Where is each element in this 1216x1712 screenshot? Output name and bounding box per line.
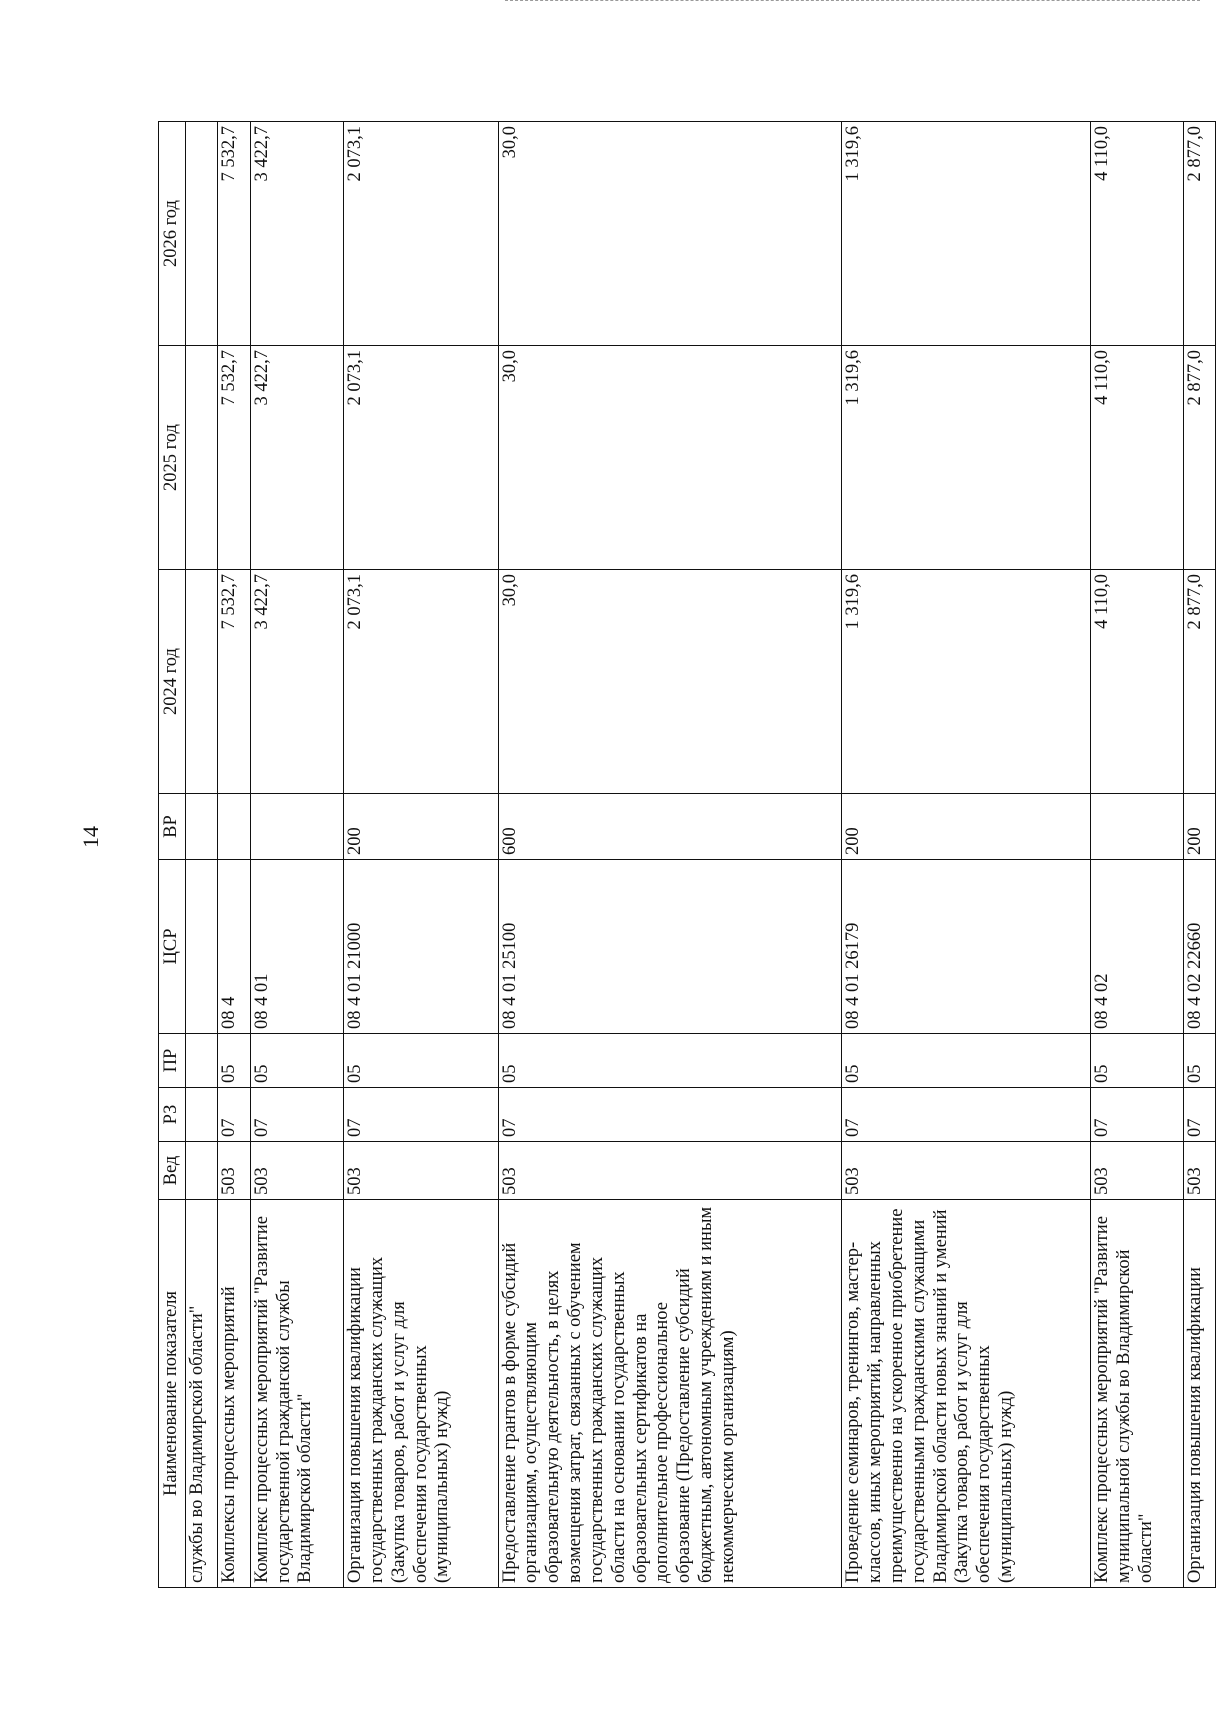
- cell-vr: 200: [1183, 794, 1215, 860]
- cell-2025: 30,0: [498, 346, 842, 570]
- cell-2025: 2 073,1: [344, 346, 498, 570]
- cell-pr: 05: [1091, 1034, 1183, 1088]
- cell-rz: 07: [250, 1088, 343, 1142]
- cell-2026: 2 877,0: [1183, 122, 1215, 346]
- cell-ved: 503: [250, 1142, 343, 1200]
- cell-csr: 08 4 01 25100: [498, 860, 842, 1034]
- cell-2024: 30,0: [498, 570, 842, 794]
- cell-pr: [186, 1034, 218, 1088]
- header-name: Наименование показателя: [159, 1200, 186, 1588]
- cell-name: Организация повышения квалификации: [1183, 1200, 1215, 1588]
- page-number: 14: [78, 826, 103, 848]
- cell-2024: 2 073,1: [344, 570, 498, 794]
- table-row: [1183, 122, 1215, 1588]
- table-row: [498, 122, 842, 1588]
- cell-vr: [186, 794, 218, 860]
- cell-rz: 07: [218, 1088, 250, 1142]
- cell-pr: 05: [344, 1034, 498, 1088]
- cell-csr: 08 4 01 21000: [344, 860, 498, 1034]
- cell-rz: [186, 1088, 218, 1142]
- cell-ved: 503: [498, 1142, 842, 1200]
- table-row: [186, 122, 218, 1588]
- cell-vr: 200: [842, 794, 1091, 860]
- cell-name: Предоставление грантов в форме субсидий организациям, осуществляющим образовательную деятельность, в целях возмещения затрат, связанных с обучением государственных гражданских служащих области на основании государственных образовательных сертификатов на дополнительное профессиональное образование (Предоставление субсидий бюджетным, автономным учреждениям и иным некоммерческим организациям): [498, 1200, 842, 1588]
- cell-2026: 7 532,7: [218, 122, 250, 346]
- cell-vr: 600: [498, 794, 842, 860]
- cell-2025: 3 422,7: [250, 346, 343, 570]
- cell-vr: [218, 794, 250, 860]
- cell-csr: 08 4 02 22660: [1183, 860, 1215, 1034]
- cell-2024: 2 877,0: [1183, 570, 1215, 794]
- header-vr: ВР: [159, 794, 186, 860]
- cell-2025: 7 532,7: [218, 346, 250, 570]
- budget-table: [158, 121, 1216, 1588]
- cell-name: Комплексы процессных мероприятий: [218, 1200, 250, 1588]
- cell-vr: 200: [344, 794, 498, 860]
- cell-rz: 07: [344, 1088, 498, 1142]
- header-2026: 2026 год: [159, 122, 186, 346]
- cell-2026: 3 422,7: [250, 122, 343, 346]
- cell-ved: 503: [1183, 1142, 1215, 1200]
- cell-2024: 4 110,0: [1091, 570, 1183, 794]
- cell-2024: [186, 570, 218, 794]
- table-header-row: [159, 122, 186, 1588]
- cell-pr: 05: [218, 1034, 250, 1088]
- cell-ved: 503: [218, 1142, 250, 1200]
- cell-ved: 503: [842, 1142, 1091, 1200]
- table-row: [344, 122, 498, 1588]
- header-ved: Вед: [159, 1142, 186, 1200]
- scan-edge-line: [505, 0, 1200, 2]
- cell-pr: 05: [250, 1034, 343, 1088]
- cell-name: службы во Владимирской области": [186, 1200, 218, 1588]
- cell-pr: 05: [498, 1034, 842, 1088]
- cell-name: Комплекс процессных мероприятий "Развитие государственной гражданской службы Владимирской области": [250, 1200, 343, 1588]
- header-2024: 2024 год: [159, 570, 186, 794]
- cell-rz: 07: [1091, 1088, 1183, 1142]
- cell-pr: 05: [842, 1034, 1091, 1088]
- cell-csr: 08 4 01: [250, 860, 343, 1034]
- table-row: [218, 122, 250, 1588]
- cell-name: Организация повышения квалификации государственных гражданских служащих (Закупка товаров, работ и услуг для обеспечения государственных (муниципальных) нужд): [344, 1200, 498, 1588]
- cell-rz: 07: [498, 1088, 842, 1142]
- header-csr: ЦСР: [159, 860, 186, 1034]
- cell-2024: 7 532,7: [218, 570, 250, 794]
- table-row: [250, 122, 343, 1588]
- cell-ved: 503: [344, 1142, 498, 1200]
- cell-ved: [186, 1142, 218, 1200]
- cell-vr: [250, 794, 343, 860]
- cell-rz: 07: [842, 1088, 1091, 1142]
- cell-2025: 1 319,6: [842, 346, 1091, 570]
- cell-2024: 3 422,7: [250, 570, 343, 794]
- rotated-table-wrapper: [158, 122, 1216, 1588]
- table-row: [842, 122, 1091, 1588]
- cell-2024: 1 319,6: [842, 570, 1091, 794]
- cell-csr: 08 4 02: [1091, 860, 1183, 1034]
- header-2025: 2025 год: [159, 346, 186, 570]
- cell-2026: 30,0: [498, 122, 842, 346]
- header-pr: ПР: [159, 1034, 186, 1088]
- cell-csr: 08 4: [218, 860, 250, 1034]
- cell-name: Комплекс процессных мероприятий "Развитие муниципальной службы во Владимирской области": [1091, 1200, 1183, 1588]
- cell-2026: 2 073,1: [344, 122, 498, 346]
- cell-2026: [186, 122, 218, 346]
- cell-2025: 2 877,0: [1183, 346, 1215, 570]
- cell-name: Проведение семинаров, тренингов, мастер-классов, иных мероприятий, направленных преимущественно на ускоренное приобретение государственными гражданскими служащими Владимирской области новых знаний и умений (Закупка товаров, работ и услуг для обеспечения государственных (муниципальных) нужд): [842, 1200, 1091, 1588]
- cell-pr: 05: [1183, 1034, 1215, 1088]
- cell-2025: [186, 346, 218, 570]
- cell-csr: [186, 860, 218, 1034]
- cell-csr: 08 4 01 26179: [842, 860, 1091, 1034]
- cell-ved: 503: [1091, 1142, 1183, 1200]
- cell-vr: [1091, 794, 1183, 860]
- cell-2026: 1 319,6: [842, 122, 1091, 346]
- table-row: [1091, 122, 1183, 1588]
- cell-rz: 07: [1183, 1088, 1215, 1142]
- header-rz: РЗ: [159, 1088, 186, 1142]
- cell-2026: 4 110,0: [1091, 122, 1183, 346]
- cell-2025: 4 110,0: [1091, 346, 1183, 570]
